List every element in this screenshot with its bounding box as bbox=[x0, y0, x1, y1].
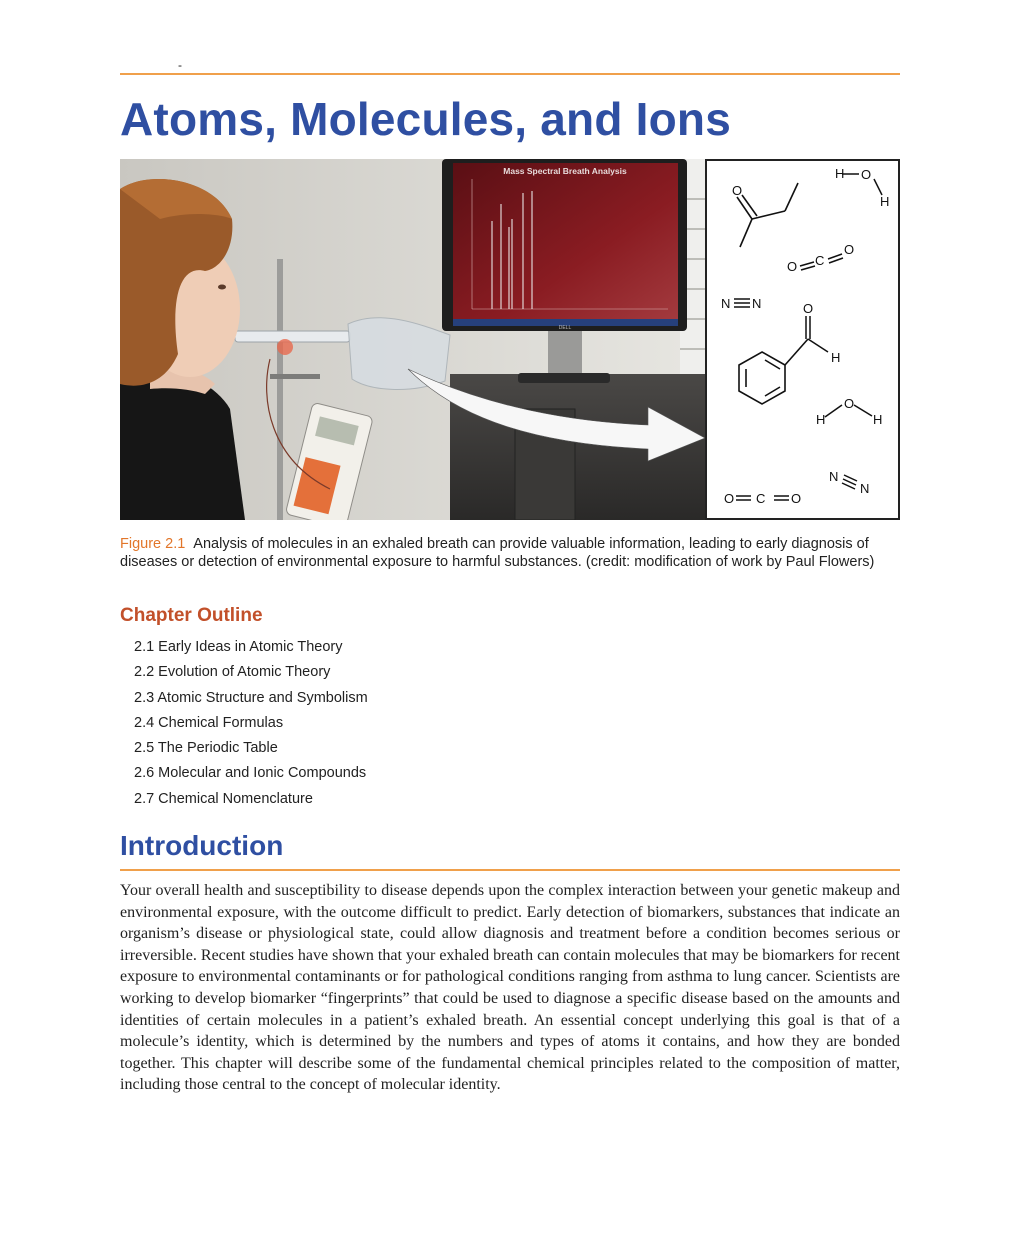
introduction-rule bbox=[120, 869, 900, 871]
monitor-title: Mass Spectral Breath Analysis bbox=[503, 166, 627, 176]
outline-item[interactable]: 2.4 Chemical Formulas bbox=[134, 714, 284, 731]
atom-label: O bbox=[803, 301, 814, 316]
atom-label: H bbox=[831, 350, 841, 365]
atom-label: N bbox=[860, 481, 870, 496]
header-mark: - bbox=[178, 58, 182, 72]
mouthpiece-tube bbox=[235, 331, 350, 342]
person bbox=[120, 179, 245, 520]
outline-item[interactable]: 2.1 Early Ideas in Atomic Theory bbox=[134, 639, 343, 655]
outline-item[interactable]: 2.5 The Periodic Table bbox=[134, 740, 278, 757]
atom-label: N bbox=[752, 296, 762, 311]
atom-label: H bbox=[816, 412, 826, 427]
header-rule bbox=[120, 73, 900, 75]
chapter-outline-list bbox=[134, 637, 368, 814]
chapter-outline-heading: Chapter Outline bbox=[120, 605, 263, 626]
monitor-brand: DELL bbox=[558, 325, 572, 331]
figure-label: Figure 2.1 bbox=[120, 536, 186, 552]
atom-label: O bbox=[844, 242, 855, 257]
stand-pole bbox=[277, 259, 283, 520]
atom-label: O bbox=[724, 491, 735, 506]
monitor-screen bbox=[453, 163, 678, 319]
atom-label: O bbox=[787, 259, 798, 274]
outline-item[interactable]: 2.7 Chemical Nomenclature bbox=[134, 790, 313, 807]
outline-item[interactable]: 2.3 Atomic Structure and Symbolism bbox=[134, 689, 368, 706]
figure-caption-text: Analysis of molecules in an exhaled breath can provide valuable information, leading to early diagnosis of diseases or detection of environmental exposure to harmful substances. (credit: modification of work by Paul Flowers) bbox=[120, 536, 875, 570]
atom-label: O bbox=[861, 167, 872, 182]
atom-label: H bbox=[835, 166, 845, 181]
atom-label: C bbox=[756, 491, 766, 506]
figure-illustration bbox=[120, 159, 900, 520]
atom-label: O bbox=[844, 396, 855, 411]
figure-caption bbox=[120, 535, 900, 571]
outline-item[interactable]: 2.6 Molecular and Ionic Compounds bbox=[134, 765, 367, 782]
molecule-panel bbox=[706, 160, 899, 519]
figure-2-1 bbox=[120, 159, 900, 520]
atom-label: O bbox=[791, 491, 802, 506]
atom-label: C bbox=[815, 253, 825, 268]
atom-label: H bbox=[880, 194, 890, 209]
outline-item[interactable]: 2.2 Evolution of Atomic Theory bbox=[134, 664, 331, 681]
atom-label: H bbox=[873, 412, 883, 427]
chapter-title: Atoms, Molecules, and Ions bbox=[120, 93, 731, 145]
atom-label: N bbox=[829, 469, 839, 484]
atom-label: O bbox=[732, 183, 743, 198]
atom-label: N bbox=[721, 296, 731, 311]
introduction-heading: Introduction bbox=[120, 830, 284, 861]
introduction-body: Your overall health and susceptibility to disease depends upon the complex interaction between your genetic makeup and environmental exposure, with the outcome difficult to predict. Early detection of biomarkers, substances that indicate an organism’s disease or physiological state, could allow diagnosis and treatment before a condition becomes serious or irreversible. Recent studies have shown that your exhaled breath can contain molecules that may be biomarkers for recent exposure to environmental contaminants or for pathological conditions ranging from asthma to lung cancer. Scientists are working to develop biomarker “fingerprints” that could be used to diagnose a specific disease based on the amounts and identities of certain molecules in a patient’s exhaled breath. An essential concept underlying this goal is that of a molecule’s identity, which is determined by the numbers and types of atoms it contains, and how they are bonded together. This chapter will describe some of the fundamental chemical principles related to the composition of matter, including those central to the concept of molecular identity. bbox=[120, 882, 900, 1094]
